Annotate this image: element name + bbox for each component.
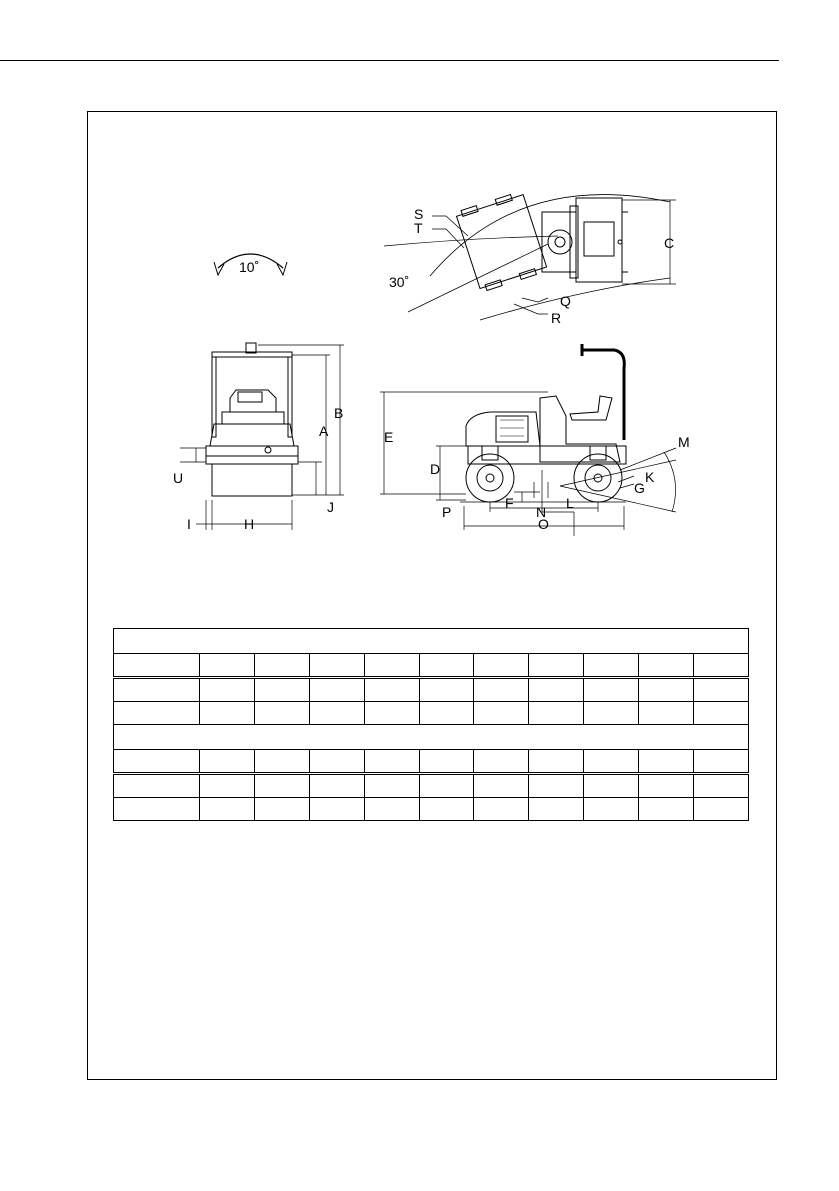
table-header-cell: [639, 750, 694, 774]
label-K: K: [645, 469, 655, 485]
table-section-title-row: [114, 629, 749, 654]
label-E: E: [384, 429, 394, 445]
table-header-cell: [309, 750, 364, 774]
label-M: M: [678, 434, 690, 450]
table-cell: [114, 798, 200, 821]
table-cell: [694, 702, 749, 725]
table-cell: [364, 702, 419, 725]
table-header-cell: [364, 654, 419, 678]
table-header-cell: [529, 750, 584, 774]
table-cell: [254, 798, 309, 821]
label-T: T: [414, 220, 423, 236]
label-Q: Q: [560, 293, 571, 309]
table-header-row: [114, 750, 749, 774]
label-N: N: [536, 504, 547, 520]
table-cell: [474, 798, 529, 821]
table-header-cell: [529, 654, 584, 678]
table-cell: [364, 774, 419, 798]
table-cell: [474, 702, 529, 725]
table-header-cell: [254, 654, 309, 678]
table-cell: [419, 702, 474, 725]
table-header-cell: [584, 654, 639, 678]
table-header-cell: [419, 750, 474, 774]
table-cell: [309, 702, 364, 725]
table-cell: [309, 798, 364, 821]
table-cell: [584, 798, 639, 821]
label-P: P: [442, 504, 452, 520]
label-C: C: [664, 235, 675, 251]
table-row: [114, 798, 749, 821]
table-cell: [474, 774, 529, 798]
table-cell: [639, 798, 694, 821]
front-view: [180, 254, 344, 530]
table-cell: [309, 678, 364, 702]
table-header-cell: [474, 750, 529, 774]
table-header-cell: [419, 654, 474, 678]
spec-table: [113, 628, 749, 821]
table-cell: [200, 798, 255, 821]
table-cell: [200, 678, 255, 702]
table-cell: [200, 702, 255, 725]
table-section-title-row: [114, 725, 749, 750]
table-row: [114, 702, 749, 725]
label-L: L: [566, 495, 574, 511]
angle-10-label: 10˚: [239, 259, 260, 275]
table-cell: [474, 678, 529, 702]
table-cell: [529, 678, 584, 702]
table-cell: [419, 798, 474, 821]
table-header-cell: [254, 750, 309, 774]
table-cell: [114, 702, 200, 725]
table-cell: [254, 702, 309, 725]
angle-30-label: 30˚: [389, 274, 410, 290]
table-cell: [309, 774, 364, 798]
dimension-labels: [173, 206, 690, 532]
label-H: H: [244, 516, 255, 532]
table-header-cell: [114, 654, 200, 678]
table-cell: [694, 678, 749, 702]
table-header-cell: [474, 654, 529, 678]
label-D: D: [430, 461, 441, 477]
top-view: [384, 191, 676, 320]
table-header-cell: [694, 654, 749, 678]
label-I: I: [187, 516, 191, 532]
table-row: [114, 774, 749, 798]
table-cell: [584, 702, 639, 725]
label-R: R: [551, 310, 562, 326]
table-row: [114, 678, 749, 702]
table-header-cell: [114, 750, 200, 774]
table-cell: [529, 702, 584, 725]
table-cell: [529, 798, 584, 821]
label-U: U: [173, 470, 184, 486]
table-cell: [364, 678, 419, 702]
table-cell: [639, 702, 694, 725]
label-S: S: [414, 206, 424, 222]
label-J: J: [327, 499, 334, 515]
table-section-title: [114, 725, 749, 750]
table-cell: [364, 798, 419, 821]
table-header-cell: [694, 750, 749, 774]
table-cell: [419, 774, 474, 798]
table-header-cell: [200, 750, 255, 774]
label-O: O: [538, 516, 549, 532]
side-view: [380, 344, 676, 536]
table-cell: [639, 678, 694, 702]
table-cell: [200, 774, 255, 798]
table-section-title: [114, 629, 749, 654]
table-cell: [584, 774, 639, 798]
table-header-cell: [309, 654, 364, 678]
table-cell: [254, 678, 309, 702]
table-cell: [114, 678, 200, 702]
table-cell: [254, 774, 309, 798]
table-cell: [694, 774, 749, 798]
label-A: A: [319, 423, 329, 439]
table-cell: [694, 798, 749, 821]
table-cell: [584, 678, 639, 702]
label-F: F: [505, 495, 514, 511]
spec-table-body: [114, 629, 749, 821]
table-header-row: [114, 654, 749, 678]
table-cell: [529, 774, 584, 798]
table-cell: [419, 678, 474, 702]
table-cell: [639, 774, 694, 798]
label-G: G: [634, 480, 645, 496]
table-header-cell: [200, 654, 255, 678]
table-cell: [114, 774, 200, 798]
table-header-cell: [584, 750, 639, 774]
table-header-cell: [364, 750, 419, 774]
table-header-cell: [639, 654, 694, 678]
label-B: B: [334, 405, 344, 421]
